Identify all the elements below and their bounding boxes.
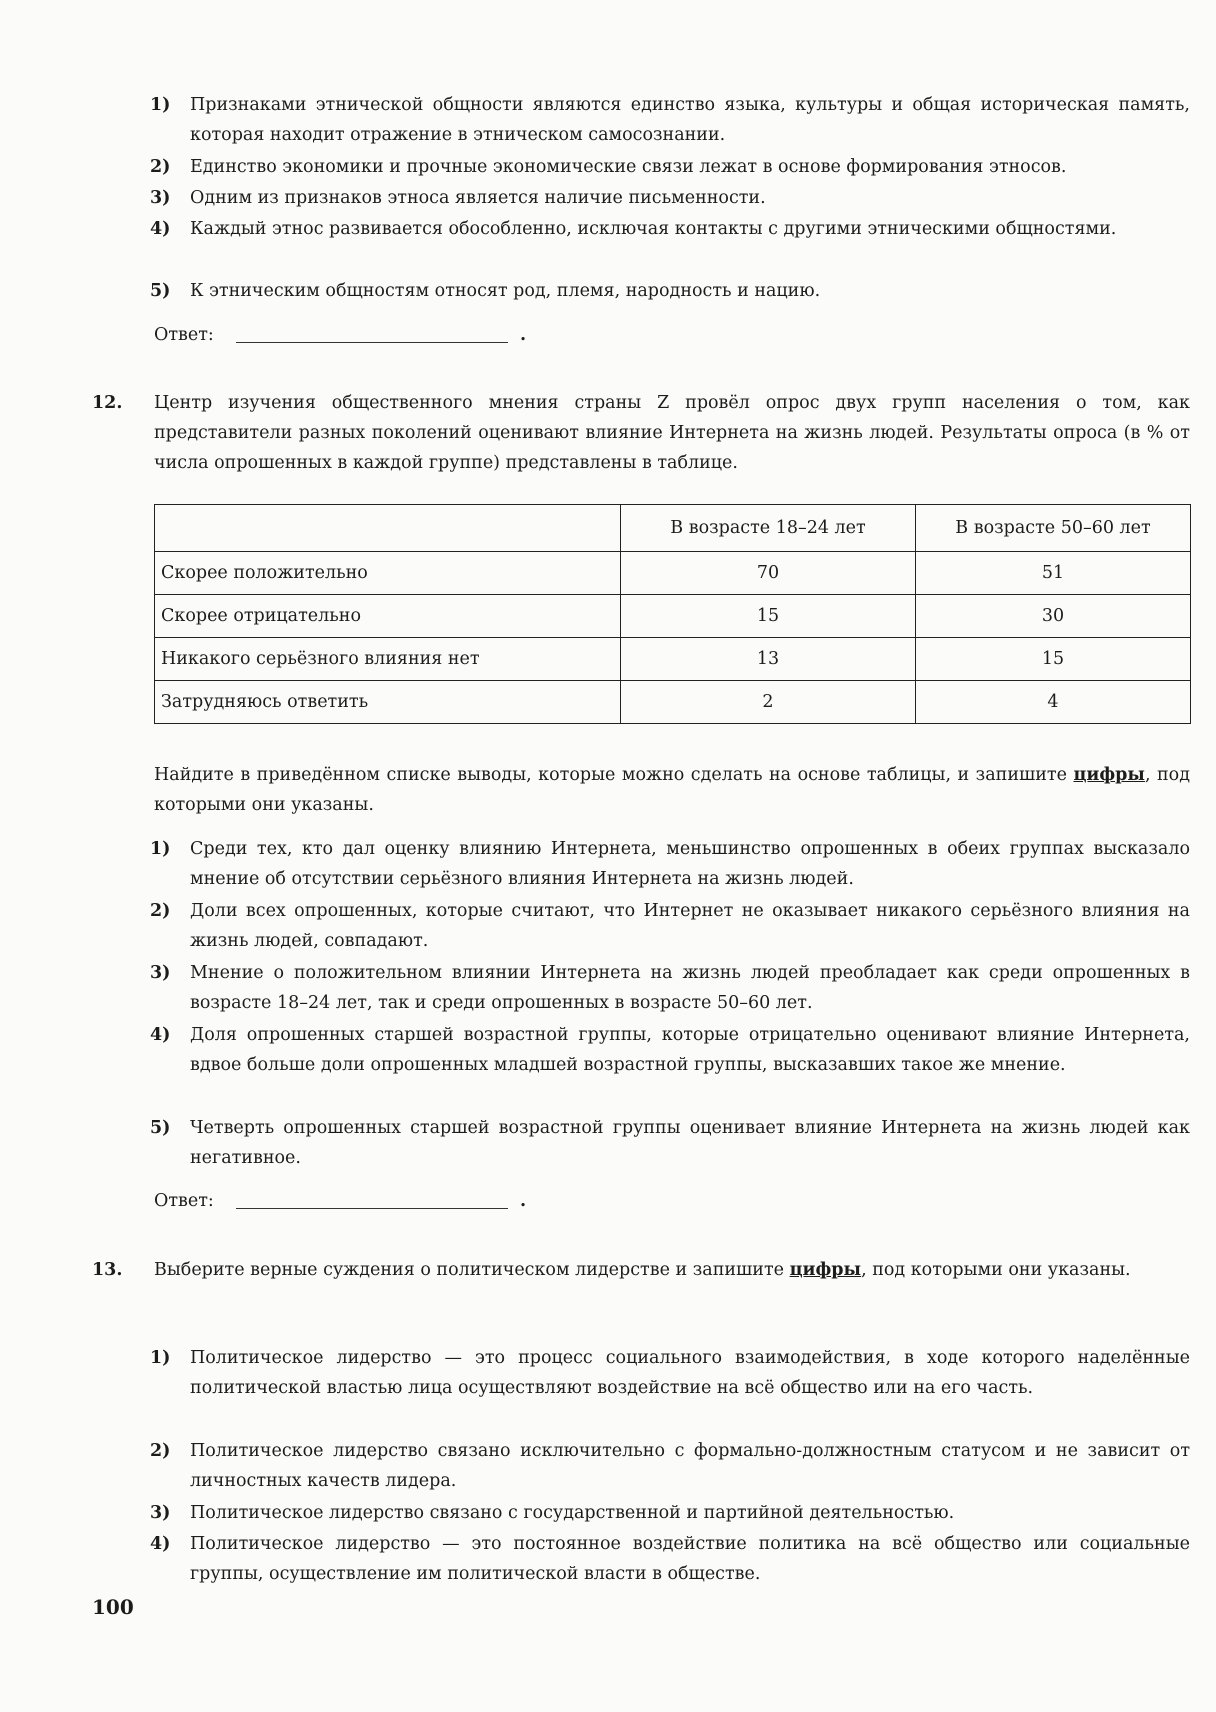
item-text: Политическое лидерство — это постоянное воздействие политика на всё общество или социальные группы, осуществление им политической власти в обществе.	[190, 1534, 1190, 1584]
survey-table	[154, 504, 1191, 724]
table-cell: 2	[621, 681, 916, 724]
answer-label: Ответ:	[154, 325, 214, 345]
answer-field-q12	[154, 1186, 534, 1218]
list-item	[150, 1436, 1190, 1498]
table-cell: 13	[621, 638, 916, 681]
item-number: 2)	[150, 157, 171, 177]
list-item	[150, 1529, 1190, 1591]
item-number: 4)	[150, 1534, 171, 1554]
question-task	[154, 760, 1190, 820]
intro-text-end: , под которыми они указаны.	[861, 1260, 1131, 1280]
list-item	[150, 90, 1190, 152]
list-item	[150, 276, 1190, 307]
item-number: 4)	[150, 1025, 171, 1045]
item-text: Политическое лидерство связано с государственной и партийной деятельностью.	[190, 1503, 955, 1523]
item-number: 3)	[150, 963, 171, 983]
item-text: Единство экономики и прочные экономические связи лежат в основе формирования этносов.	[190, 157, 1067, 177]
table-cell: Никакого серьёзного влияния нет	[155, 638, 621, 681]
table-header-row	[155, 505, 1191, 552]
item-number: 5)	[150, 281, 171, 301]
item-number: 5)	[150, 1118, 171, 1138]
table-cell: 4	[916, 681, 1191, 724]
list-item	[150, 834, 1190, 896]
table-cell: 70	[621, 552, 916, 595]
question-intro	[154, 1255, 1190, 1285]
list-item	[150, 896, 1190, 958]
table-header-cell: В возрасте 50–60 лет	[916, 505, 1191, 552]
item-number: 3)	[150, 1503, 171, 1523]
table-row	[155, 681, 1191, 724]
list-item	[150, 1020, 1190, 1113]
item-number: 2)	[150, 901, 171, 921]
page-number: 100	[92, 1595, 134, 1619]
list-item	[150, 152, 1190, 183]
question-number: 12.	[92, 393, 123, 413]
list-item	[150, 1113, 1190, 1175]
intro-keyword: цифры	[789, 1260, 862, 1280]
item-number: 1)	[150, 1348, 171, 1368]
question-number: 13.	[92, 1260, 123, 1280]
list-item	[150, 1343, 1190, 1436]
item-text: Среди тех, кто дал оценку влиянию Интернета, меньшинство опрошенных в обеих группах высказало мнение об отсутствии серьёзного влияния Интернета на жизнь людей.	[190, 839, 1190, 889]
prev-options-list	[150, 90, 1190, 307]
list-item	[150, 1498, 1190, 1529]
item-text: Политическое лидерство связано исключительно с формально-должностным статусом и не зависит от личностных качеств лидера.	[190, 1441, 1190, 1491]
item-text: Каждый этнос развивается обособленно, исключая контакты с другими этническими общностями.	[190, 219, 1117, 239]
task-text: Найдите в приведённом списке выводы, которые можно сделать на основе таблицы, и запишите	[154, 765, 1074, 785]
list-item	[150, 958, 1190, 1020]
table-cell: Скорее отрицательно	[155, 595, 621, 638]
answer-dot: .	[520, 325, 527, 345]
item-text: Признаками этнической общности являются единство языка, культуры и общая историческая память, которая находит отражение в этническом самосознании.	[190, 95, 1190, 145]
table-cell: Скорее положительно	[155, 552, 621, 595]
table-row	[155, 552, 1191, 595]
table-header-cell	[155, 505, 621, 552]
q13-options-list	[150, 1343, 1190, 1591]
q12-options-list	[150, 834, 1190, 1175]
item-text: Четверть опрошенных старшей возрастной группы оценивает влияние Интернета на жизнь людей как негативное.	[190, 1118, 1190, 1168]
item-number: 1)	[150, 839, 171, 859]
table-cell: 51	[916, 552, 1191, 595]
list-item	[150, 214, 1190, 276]
item-text: Доли всех опрошенных, которые считают, что Интернет не оказывает никакого серьёзного влияния на жизнь людей, совпадают.	[190, 901, 1190, 951]
item-text: К этническим общностям относят род, племя, народность и нацию.	[190, 281, 821, 301]
item-number: 1)	[150, 95, 171, 115]
answer-field-prev	[154, 320, 534, 352]
table-cell: 15	[621, 595, 916, 638]
answer-dot: .	[520, 1191, 527, 1211]
item-text: Политическое лидерство — это процесс социального взаимодействия, в ходе которого наделённые политической властью лица осуществляют воздействие на всё общество или на его часть.	[190, 1348, 1190, 1398]
item-number: 3)	[150, 188, 171, 208]
answer-line[interactable]	[236, 342, 508, 343]
table-row	[155, 638, 1191, 681]
answer-label: Ответ:	[154, 1191, 214, 1211]
table-row	[155, 595, 1191, 638]
task-text-end: , под которыми они указаны.	[154, 765, 1190, 815]
item-number: 2)	[150, 1441, 171, 1461]
item-text: Одним из признаков этноса является наличие письменности.	[190, 188, 766, 208]
table-cell: Затрудняюсь ответить	[155, 681, 621, 724]
answer-line[interactable]	[236, 1208, 508, 1209]
list-item	[150, 183, 1190, 214]
table-cell: 15	[916, 638, 1191, 681]
question-intro: Центр изучения общественного мнения страны Z провёл опрос двух групп населения о том, как представители разных поколений оценивают влияние Интернета на жизнь людей. Результаты опроса (в % от числа опрошенных в каждой группе) представлены в таблице.	[154, 393, 1190, 473]
item-text: Мнение о положительном влиянии Интернета на жизнь людей преобладает как среди опрошенных в возрасте 18–24 лет, так и среди опрошенных в возрасте 50–60 лет.	[190, 963, 1190, 1013]
item-number: 4)	[150, 219, 171, 239]
task-keyword: цифры	[1073, 765, 1145, 785]
item-text: Доля опрошенных старшей возрастной группы, которые отрицательно оценивают влияние Интернета, вдвое больше доли опрошенных младшей возрастной группы, высказавших такое же мнение.	[190, 1025, 1190, 1075]
table-header-cell: В возрасте 18–24 лет	[621, 505, 916, 552]
table-cell: 30	[916, 595, 1191, 638]
intro-text: Выберите верные суждения о политическом лидерстве и запишите	[154, 1260, 790, 1280]
